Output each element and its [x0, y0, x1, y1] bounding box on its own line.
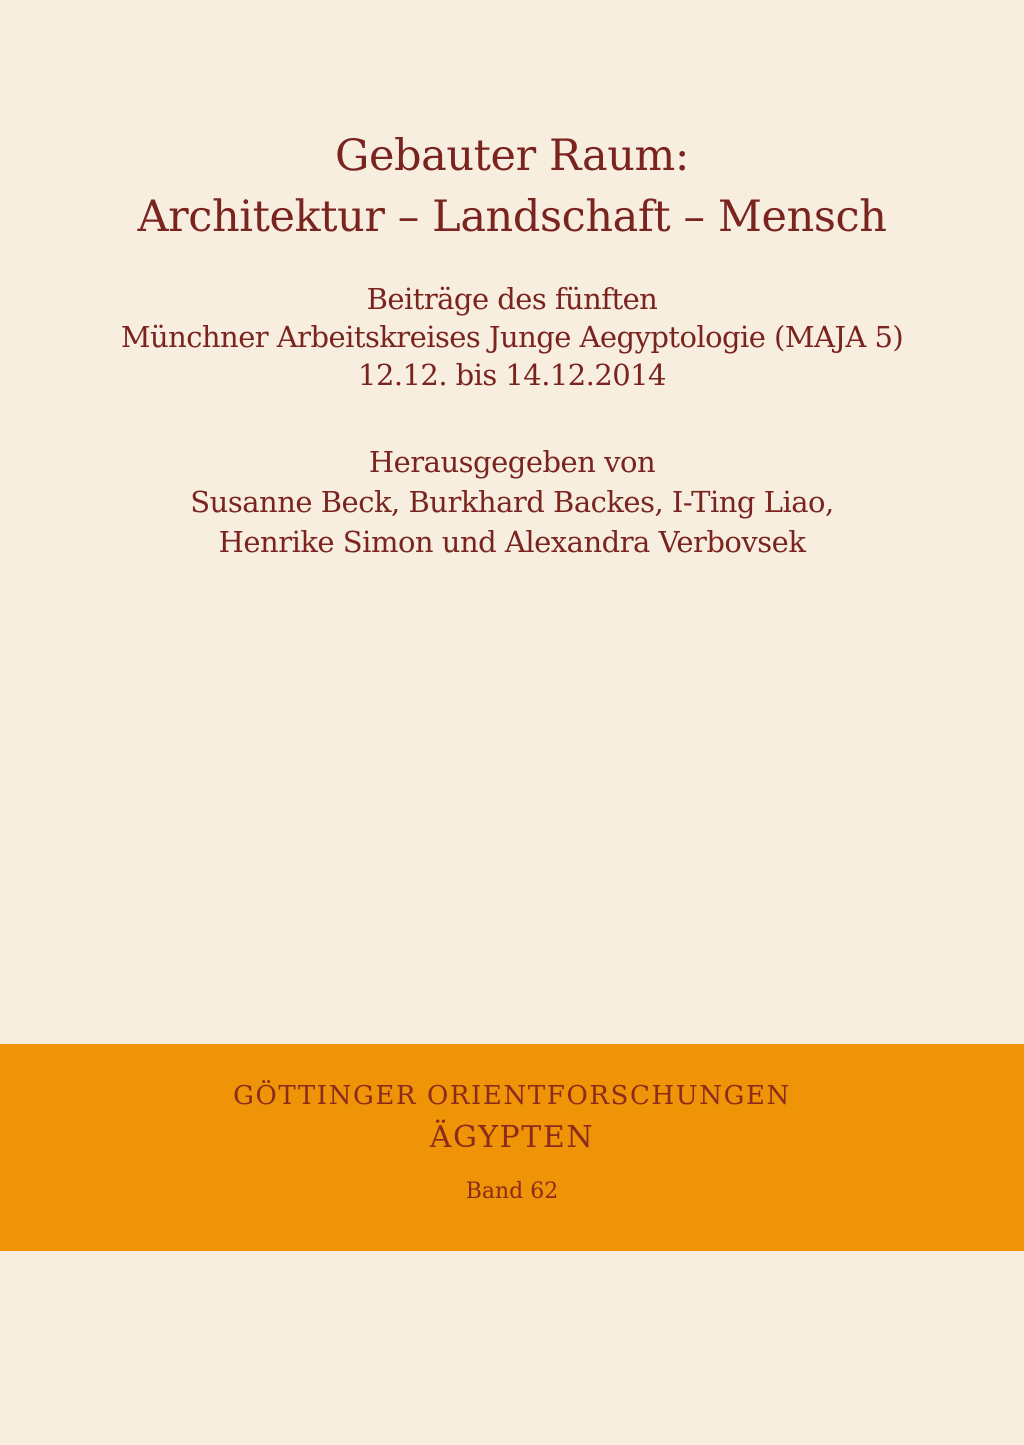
- series-subseries: ÄGYPTEN: [429, 1120, 595, 1155]
- subtitle-line-2: Münchner Arbeitskreises Junge Aegyptologie (MAJA 5): [120, 320, 904, 354]
- editors-names-line-1: Susanne Beck, Burkhard Backes, I-Ting Liao,: [190, 485, 834, 519]
- editors-label: Herausgegeben von: [368, 445, 656, 479]
- title-block: [0, 126, 1024, 248]
- editors-names-line-2: Henrike Simon und Alexandra Verbovsek: [218, 525, 806, 559]
- subtitle-line-1: Beiträge des fünften: [366, 282, 658, 316]
- series-band: [0, 1044, 1024, 1251]
- subtitle-block: [0, 280, 1024, 394]
- volume-number: Band 62: [465, 1179, 559, 1204]
- book-title-line-2: Architektur – Landschaft – Mensch: [137, 192, 887, 242]
- book-title-line-1: Gebauter Raum:: [335, 131, 689, 181]
- series-name: GÖTTINGER ORIENTFORSCHUNGEN: [233, 1081, 791, 1111]
- editors-block: [0, 442, 1024, 562]
- subtitle-date: 12.12. bis 14.12.2014: [358, 358, 666, 392]
